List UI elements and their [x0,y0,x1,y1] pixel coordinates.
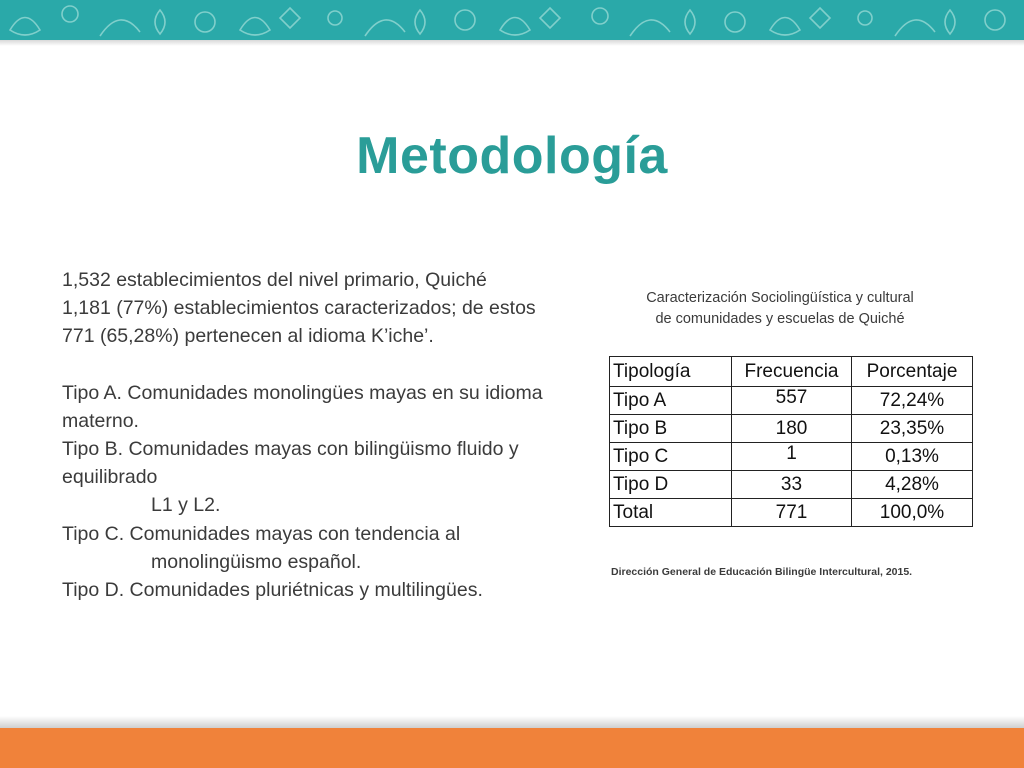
text-line: Tipo D. Comunidades pluriétnicas y multilingües. [62,579,483,602]
table-cell: 0,13% [852,443,973,471]
text-line: 1,181 (77%) establecimientos caracterizados; de estos [62,297,536,320]
text-line: L1 y L2. [151,494,221,517]
table-cell: 72,24% [852,387,973,415]
text-line: monolingüismo español. [151,550,362,573]
header-porcentaje: Porcentaje [852,357,973,387]
table-cell: 180 [732,415,852,443]
spacer [62,351,572,379]
source-citation: Dirección General de Educación Bilingüe Intercultural, 2015. [611,566,913,578]
methodology-text [62,266,572,604]
text-line: Tipo B. Comunidades mayas con bilingüismo fluido y equilibrado [62,438,519,489]
table-cell: Tipo A [610,387,732,415]
decorative-top-band [0,0,1024,40]
text-line: 1,532 establecimientos del nivel primario, Quiché [62,269,487,291]
table-cell: 100,0% [852,499,973,527]
table-cell: 23,35% [852,415,973,443]
header-tipologia: Tipología [610,357,732,387]
header-frecuencia: Frecuencia [732,357,852,387]
table-cell: Tipo D [610,471,732,499]
caption-line: de comunidades y escuelas de Quiché [655,311,905,327]
top-band-shadow [0,40,1024,46]
table-header-row [610,357,973,387]
table-row [610,415,973,443]
table-row [610,443,973,471]
table-row [610,471,973,499]
frequency-table [609,356,973,527]
table-cell: Tipo C [610,443,732,471]
text-line: Tipo A. Comunidades monolingües mayas en su idioma materno. [62,381,543,432]
table-row-total [610,499,973,527]
table-cell [732,443,852,471]
cell-value: 557 [775,386,808,408]
text-line: 771 (65,28%) pertenecen al idioma K’iche’. [62,325,434,348]
table-cell: 33 [732,471,852,499]
cell-value: 1 [786,442,797,464]
table-cell: 4,28% [852,471,973,499]
text-line: Tipo C. Comunidades mayas con tendencia al [62,522,461,545]
decorative-bottom-band [0,728,1024,768]
slide-title: Metodología [356,127,668,185]
table-cell: Tipo B [610,415,732,443]
table-row [610,387,973,415]
leaf-pattern-icon [0,0,1024,40]
table-cell [732,387,852,415]
table-cell: 771 [732,499,852,527]
table-cell: Total [610,499,732,527]
caption-line: Caracterización Sociolingüística y cultural [646,290,914,306]
table-caption [600,288,960,330]
bottom-band-shadow [0,716,1024,728]
